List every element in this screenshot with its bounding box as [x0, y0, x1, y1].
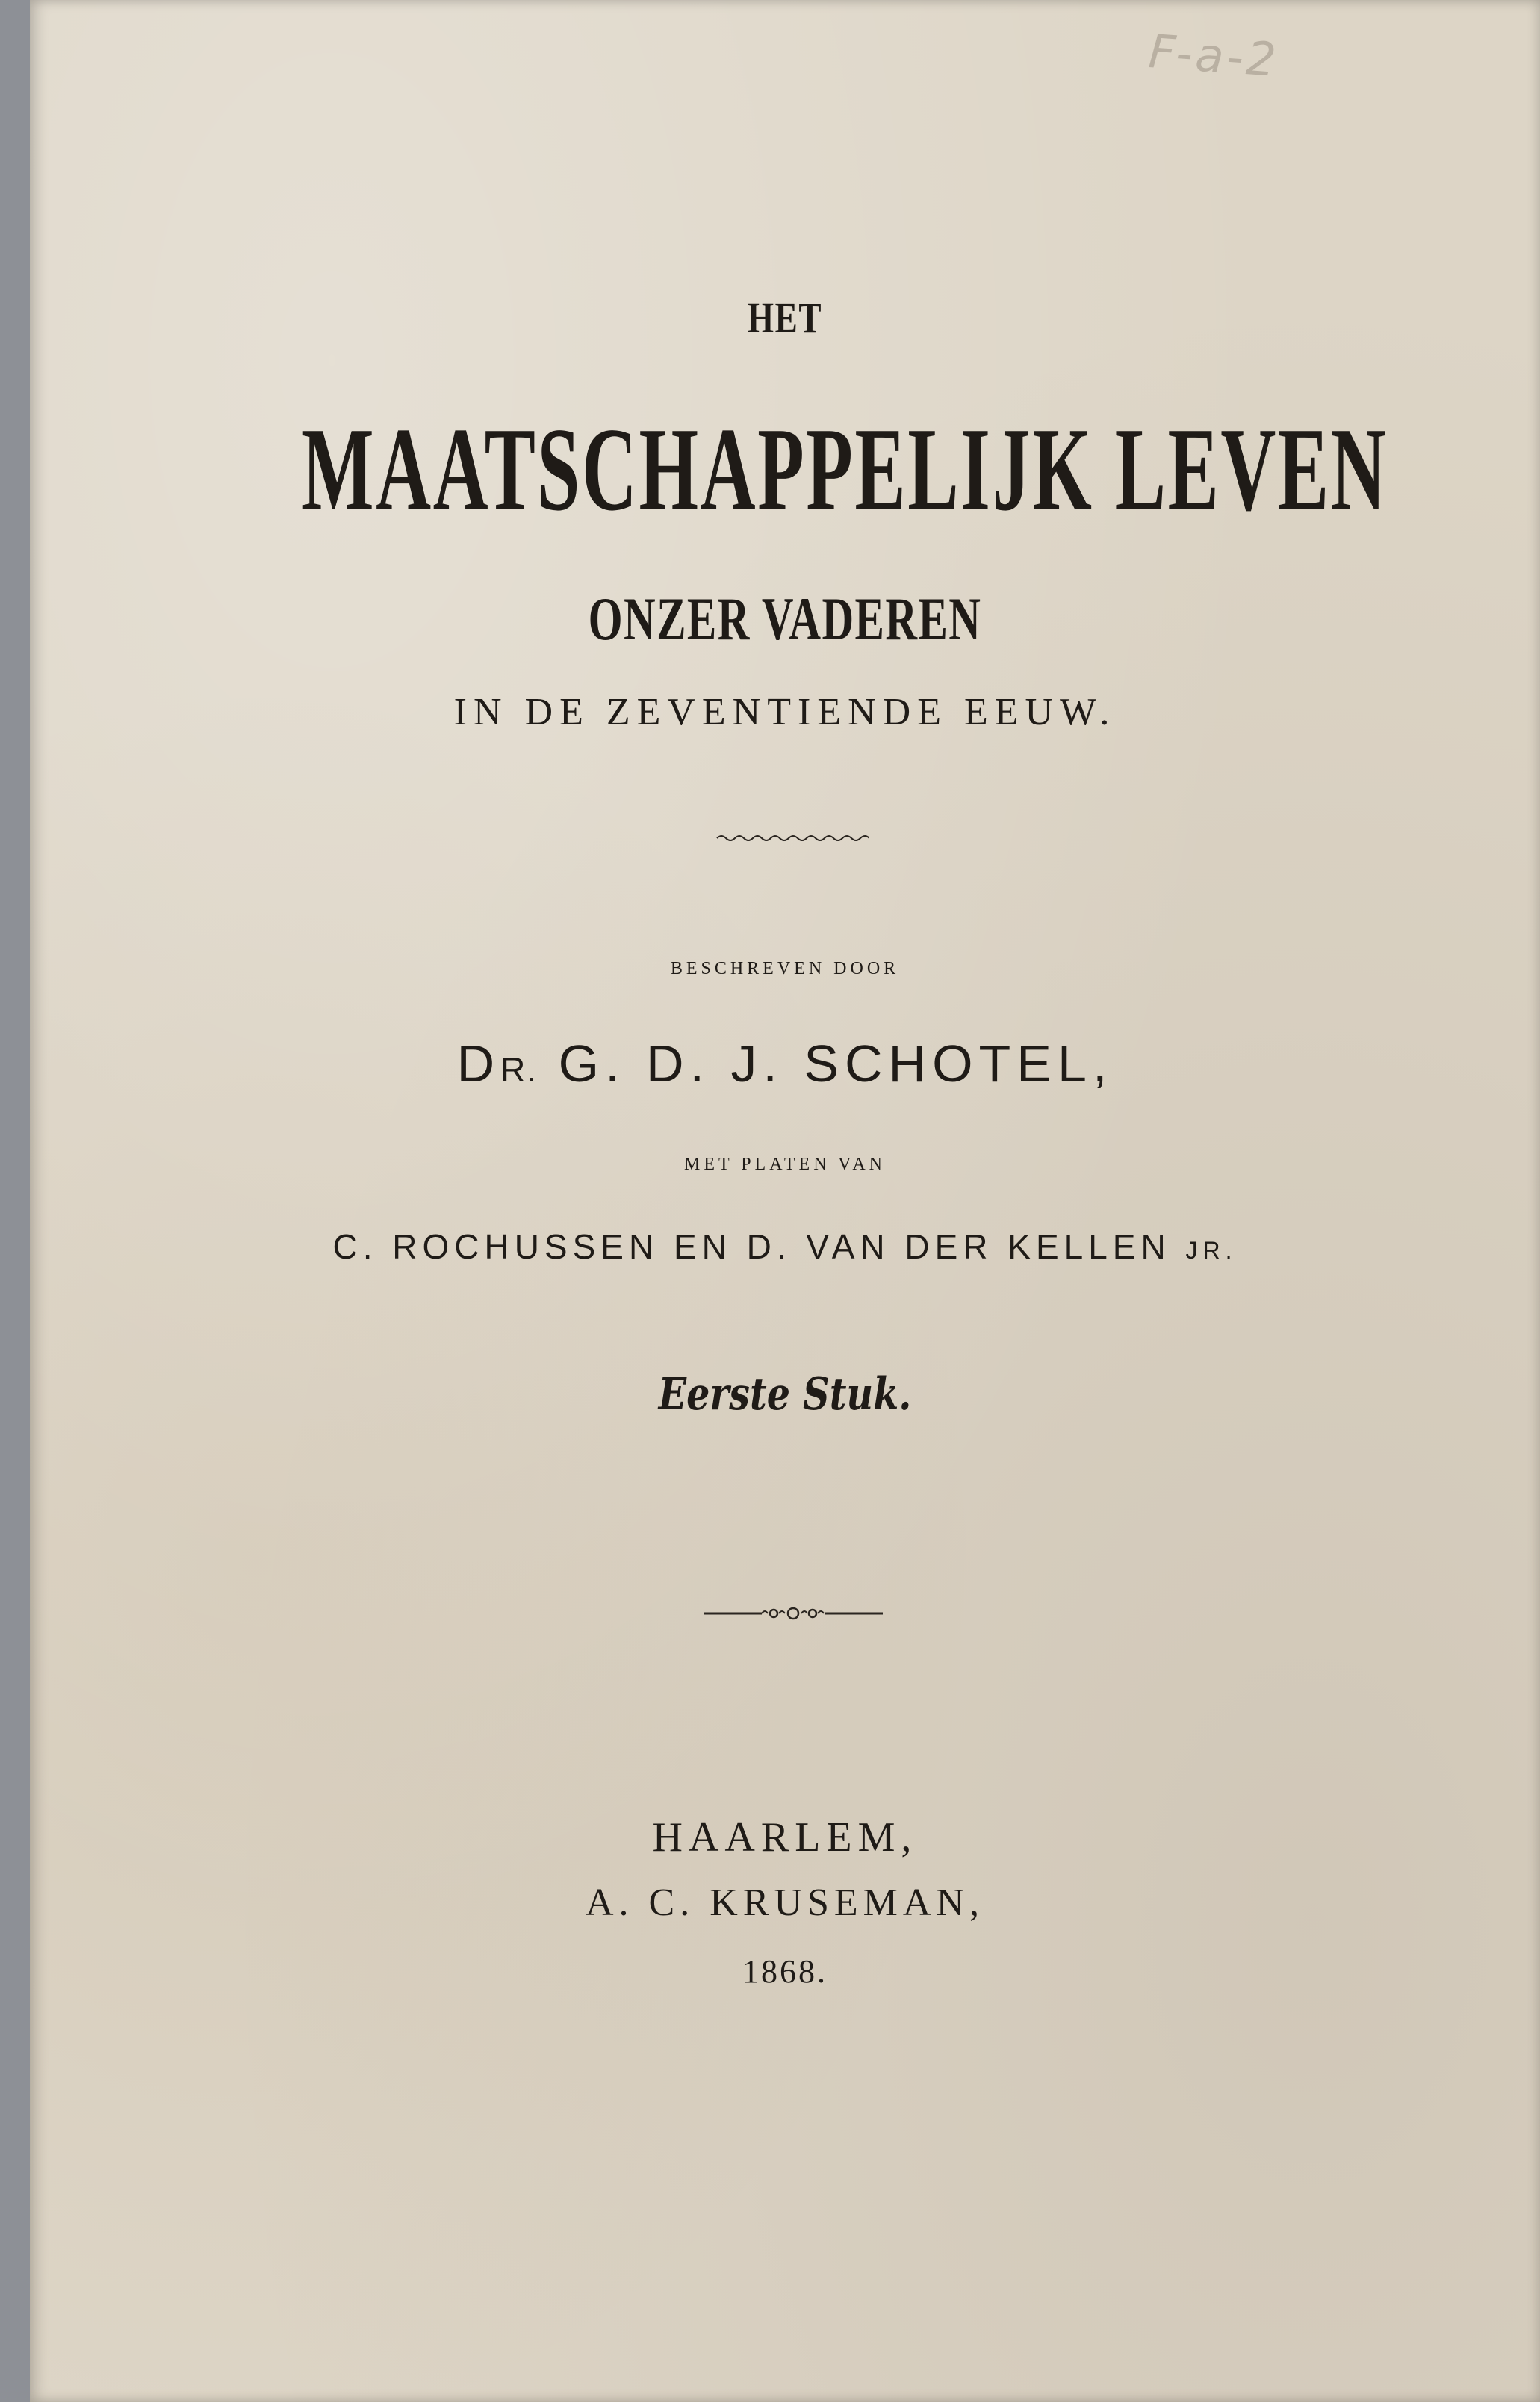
wavy-rule-divider [715, 831, 869, 845]
subtitle: ONZER VADEREN [588, 585, 982, 653]
illustrators-names: C. ROCHUSSEN EN D. VAN DER KELLEN [332, 1227, 1186, 1266]
author-name: G. D. J. SCHOTEL [538, 1034, 1093, 1093]
author-punctuation: , [1092, 1034, 1114, 1093]
part-label: Eerste Stuk. [658, 1368, 912, 1421]
author-title: D [456, 1034, 501, 1093]
century-line: IN DE ZEVENTIENDE EEUW. [453, 691, 1117, 733]
described-by-label: BESCHREVEN DOOR [670, 959, 900, 978]
imprint-publisher: A. C. KRUSEMAN, [585, 1881, 985, 1924]
author-title-suffix: R. [500, 1050, 538, 1089]
author-line [30, 1034, 1540, 1093]
title-page [30, 0, 1540, 2402]
main-title: MAATSCHAPPELIJK LEVEN [301, 403, 1388, 536]
shelfmark-annotation: F-a-2 [1146, 24, 1281, 87]
title-prefix: HET [747, 294, 823, 342]
illustrators-suffix: JR. [1185, 1237, 1238, 1264]
illustrators-line [30, 1226, 1540, 1267]
plates-by-label: MET PLATEN VAN [683, 1155, 887, 1174]
ornamental-rule-divider [702, 1604, 884, 1622]
imprint-city: HAARLEM, [652, 1814, 918, 1861]
imprint-year: 1868. [742, 1953, 828, 1990]
